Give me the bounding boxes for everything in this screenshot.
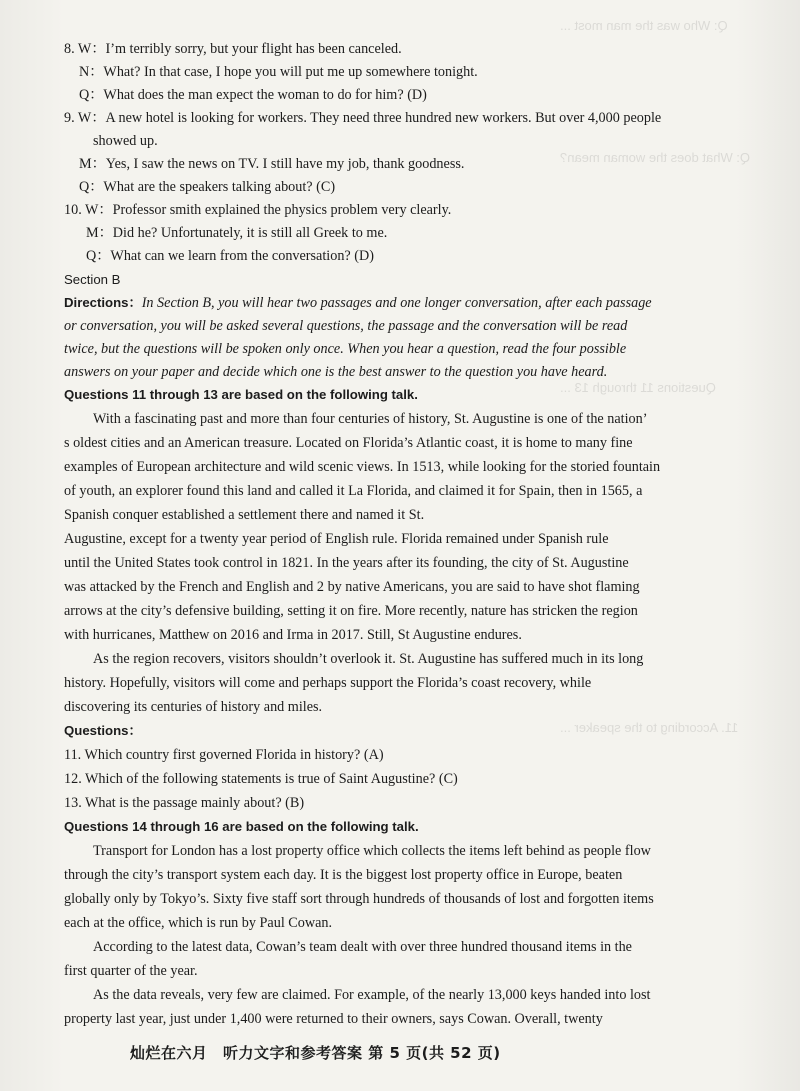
passage-1-line: until the United States took control in 1821. In the years after its founding, the city of St. Augustine [64, 555, 629, 571]
bleed-through-text: 11. According to the speaker ... [560, 720, 739, 735]
dialog-9-m: M：Yes, I saw the news on TV. I still have my job, thank goodness. [79, 156, 465, 172]
dialog-9-q: Q：What are the speakers talking about? (C) [79, 179, 336, 195]
passage-1-line: s oldest cities and an American treasure. Located on Florida’s Atlantic coast, it is home to many fine [64, 435, 633, 451]
directions-line-1: Directions：In Section B, you will hear two passages and one longer conversation, after each passage [64, 295, 652, 311]
question-11: 11. Which country first governed Florida in history? (A) [64, 747, 384, 763]
passage-1-line: examples of European architecture and wild scenic views. In 1513, while looking for the storied fountain [64, 459, 661, 475]
bleed-through-text: Q: What does the woman mean? [560, 150, 751, 165]
passage-2-line: Transport for London has a lost property office which collects the items left behind as people flow [93, 843, 651, 859]
directions-line-3: twice, but the questions will be spoken only once. When you hear a question, read the four possible [64, 341, 627, 357]
bleed-through-text: Questions 11 through 13 ... [560, 380, 716, 395]
passage-1-line: With a fascinating past and more than four centuries of history, St. Augustine is one of the nation’ [93, 411, 648, 427]
questions-label: Questions： [64, 723, 142, 738]
passage-2-line: According to the latest data, Cowan’s team dealt with over three hundred thousand items in the [93, 939, 632, 955]
passage-1-heading: Questions 11 through 13 are based on the following talk. [64, 387, 418, 402]
passage-2-line: first quarter of the year. [64, 963, 198, 979]
passage-1-line: history. Hopefully, visitors will come and perhaps support the Florida’s coast recovery, while [64, 675, 592, 691]
passage-2-line: As the data reveals, very few are claimed. For example, of the nearly 13,000 keys handed into lost [93, 987, 651, 1003]
passage-1-line: As the region recovers, visitors shouldn’t overlook it. St. Augustine has suffered much in its long [93, 651, 644, 667]
passage-2-line: globally only by Tokyo’s. Sixty five staff sort through hundreds of thousands of lost and forgotten items [64, 891, 654, 907]
bleed-through-text: Q: Who was the man most ... [560, 18, 728, 33]
passage-1-line: of youth, an explorer found this land and called it La Florida, and claimed it for Spain, then in 1565, a [64, 483, 643, 499]
dialog-9-w: 9. W：A new hotel is looking for workers. They need three hundred new workers. But over 4,000 people [64, 110, 662, 126]
dialog-10-m: M：Did he? Unfortunately, it is still all Greek to me. [86, 225, 388, 241]
dialog-8-q: Q：What does the man expect the woman to do for him? (D) [79, 87, 427, 103]
page-footer: 灿烂在六月 听力文字和参考答案 第 5 页(共 52 页) [130, 1044, 501, 1062]
passage-1-line: with hurricanes, Matthew on 2016 and Irma in 2017. Still, St Augustine endures. [64, 627, 522, 643]
question-12: 12. Which of the following statements is true of Saint Augustine? (C) [64, 771, 458, 787]
dialog-8-w: 8. W：I’m terribly sorry, but your flight has been canceled. [64, 41, 402, 57]
passage-1-line: discovering its centuries of history and miles. [64, 699, 323, 715]
dialog-10-q: Q：What can we learn from the conversation? (D) [86, 248, 374, 264]
directions-line-4: answers on your paper and decide which one is the best answer to the question you have heard. [64, 364, 608, 380]
passage-2-line: each at the office, which is run by Paul Cowan. [64, 915, 333, 931]
passage-2-line: property last year, just under 1,400 were returned to their owners, says Cowan. Overall, twenty [64, 1011, 603, 1027]
passage-2-line: through the city’s transport system each day. It is the biggest lost property office in Europe, beaten [64, 867, 623, 883]
dialog-9-w-cont: showed up. [93, 133, 158, 149]
passage-1-line: Augustine, except for a twenty year period of English rule. Florida remained under Spanish rule [64, 531, 609, 547]
question-13: 13. What is the passage mainly about? (B) [64, 795, 305, 811]
passage-1-line: arrows at the city’s defensive building, setting it on fire. More recently, nature has stricken the region [64, 603, 638, 619]
directions-label: Directions： [64, 295, 142, 310]
dialog-10-w: 10. W：Professor smith explained the physics problem very clearly. [64, 202, 452, 218]
dialog-8-n: N：What? In that case, I hope you will put me up somewhere tonight. [79, 64, 478, 80]
passage-2-heading: Questions 14 through 16 are based on the following talk. [64, 819, 419, 834]
passage-1-line: Spanish conquer established a settlement there and named it St. [64, 507, 425, 523]
section-b-title: Section B [64, 272, 121, 287]
passage-1-line: was attacked by the French and English and 2 by native Americans, you are said to have shot flaming [64, 579, 640, 595]
directions-line-2: or conversation, you will be asked several questions, the passage and the conversation will be read [64, 318, 628, 334]
